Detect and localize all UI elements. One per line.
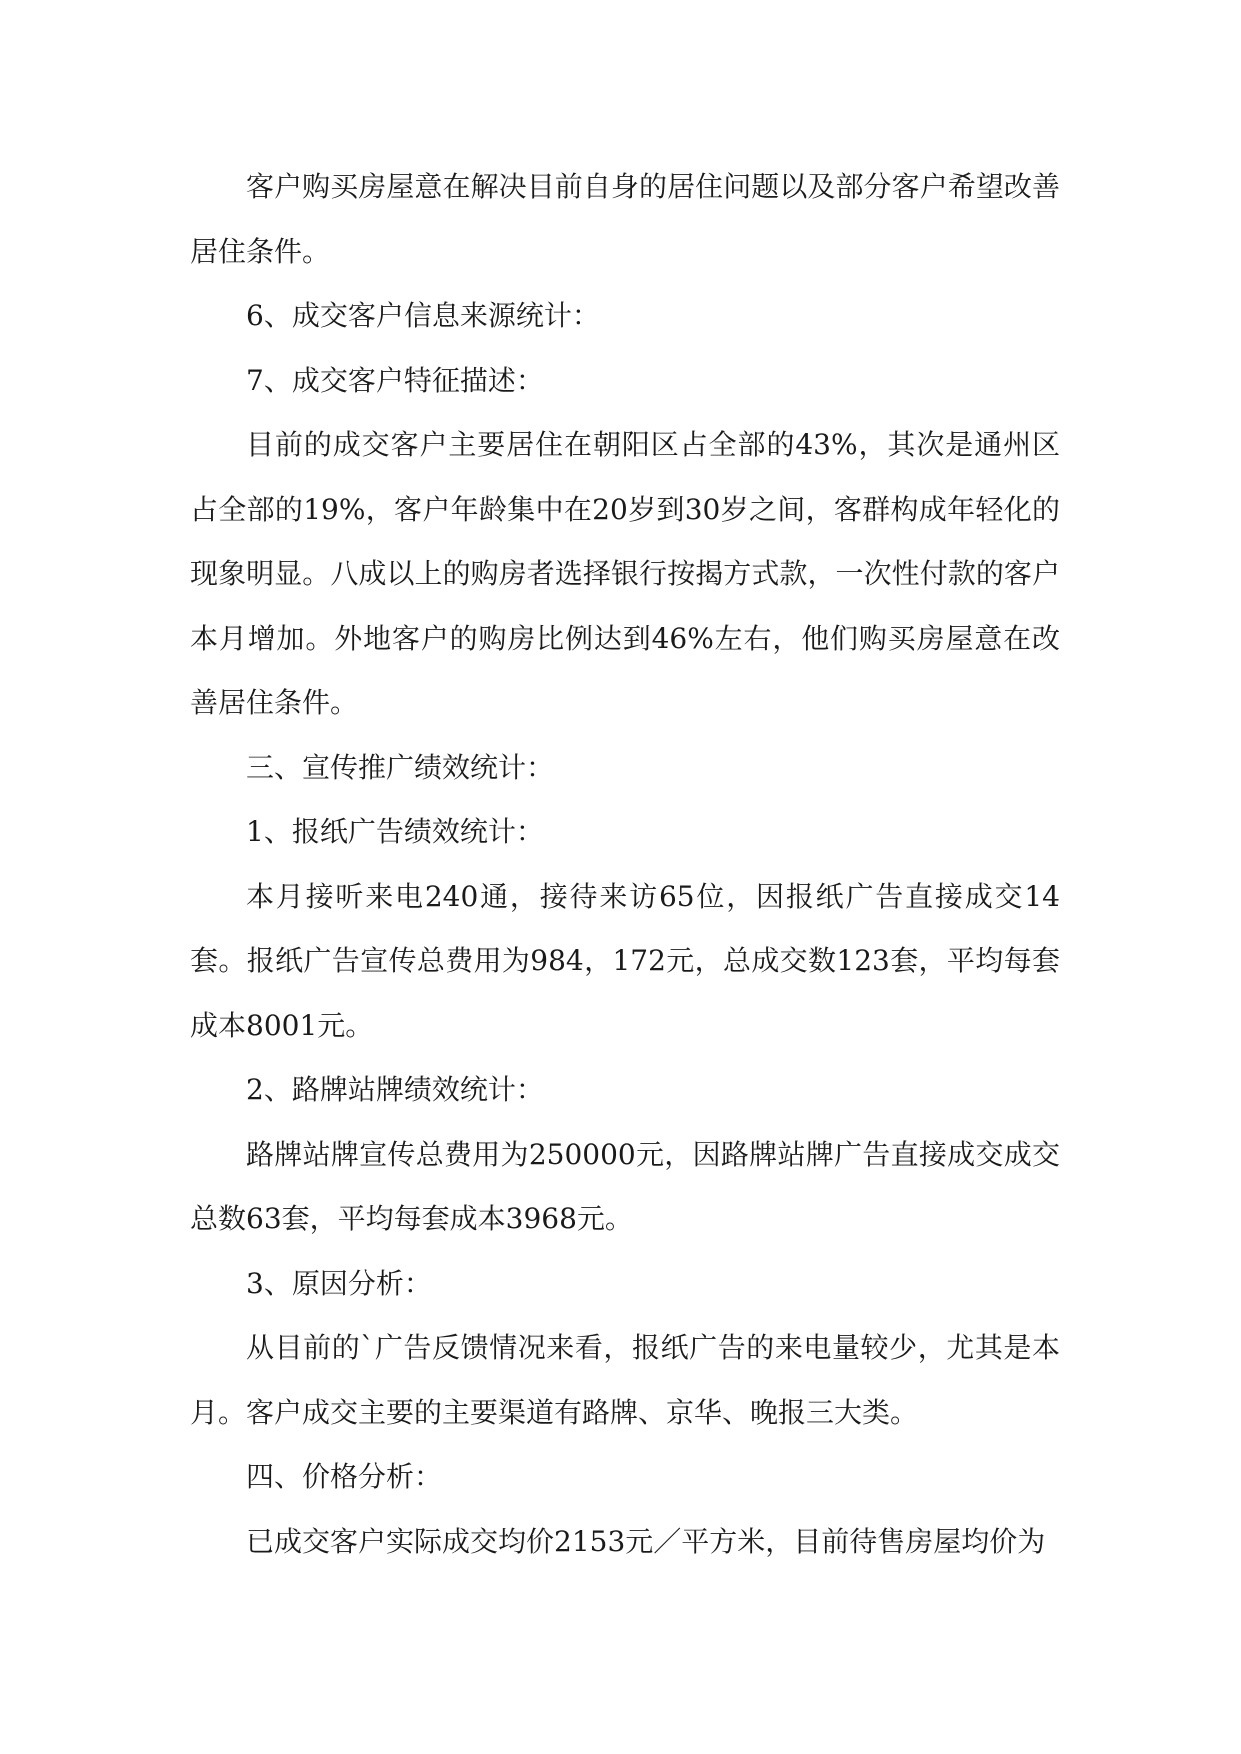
heading-promotion-performance: 三、宣传推广绩效统计： — [246, 750, 555, 784]
heading-customer-features: 7、成交客户特征描述： — [246, 363, 544, 397]
heading-price-analysis: 四、价格分析： — [246, 1460, 443, 1493]
heading-newspaper-ad-stats: 1、报纸广告绩效统计： — [246, 815, 544, 848]
paragraph-newspaper-ad-stats: 本月接听来电240通，接待来访65位，因报纸广告直接成交14套。报纸广告宣传总费用为984，172元，总成交数123套，平均每套成本8001元。 — [190, 879, 1060, 1042]
heading-info-source-stats: 6、成交客户信息来源统计： — [246, 299, 600, 332]
heading-cause-analysis: 3、原因分析： — [246, 1266, 432, 1300]
paragraph-price-analysis: 已成交客户实际成交均价2153元／平方米，目前待售房屋均价为 — [246, 1524, 1046, 1558]
paragraph-cause-analysis: 从目前的`广告反馈情况来看，报纸广告的来电量较少，尤其是本月。客户成交主要的主要渠道有路牌、京华、晚报三大类。 — [190, 1331, 1060, 1429]
heading-billboard-stats: 2、路牌站牌绩效统计： — [246, 1073, 544, 1106]
paragraph-billboard-stats: 路牌站牌宣传总费用为250000元，因路牌站牌广告直接成交成交总数63套，平均每套成本3968元。 — [190, 1137, 1060, 1235]
document-body — [190, 155, 1060, 1574]
paragraph-purchase-intent: 客户购买房屋意在解决目前自身的居住问题以及部分客户希望改善居住条件。 — [190, 170, 1060, 268]
paragraph-customer-features: 目前的成交客户主要居住在朝阳区占全部的43%，其次是通州区占全部的19%，客户年龄集中在20岁到30岁之间，客群构成年轻化的现象明显。八成以上的购房者选择银行按揭方式款，一次性付款的客户本月增加。外地客户的购房比例达到46%左右，他们购买房屋意在改善居住条件。 — [190, 428, 1060, 719]
